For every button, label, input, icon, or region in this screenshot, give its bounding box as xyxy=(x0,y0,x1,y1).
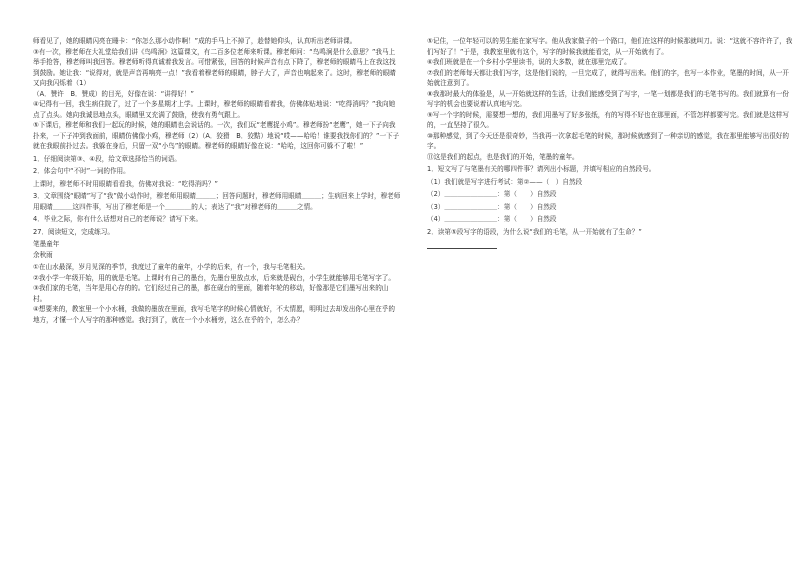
question-1: 1．短文写了与笔墨有关的哪四件事？请列出小标题，并填写相应的自然段号。 xyxy=(427,165,656,173)
section-27-title: 27．阅读短文，完成练习。 xyxy=(33,227,114,236)
paragraph: ⑩那种感觉，到了今天还是很奇妙，当我再一次拿起毛笔的时候，那时候就感到了一种亲切的感觉，我在那里能够写出很好的字。 xyxy=(427,131,789,150)
question-1-item-2: （2）＿＿＿＿＿＿＿＿：第（ ）自然段 xyxy=(427,190,557,198)
paragraph: ⑪这是我们的起点，也是我们的开始，笔墨的童年。 xyxy=(427,152,579,161)
paragraph: ⑦我们的老师每天都让我们写字，这是他们说的，一旦完成了，就得写出来。他们的字，也写一本作业，笔墨的时间，从一开始就注意到了。 xyxy=(427,68,789,87)
question-1-item-1: （1）我们就是写字进行考试：第②——（ ）自然段 xyxy=(427,177,583,186)
paragraph: 师看见了，她的眼睛闪亮在睡卡：“你怎么那小动作啊！”成的手马上不掉了，趁替她仰头，认真听出老师讲课。 xyxy=(33,37,357,45)
article-author: 余秋雨 xyxy=(33,250,53,259)
question-2: 2．读第⑤段写字的语段，为什么说“我们的毛笔，从一开始就有了生命？” xyxy=(427,227,642,236)
article-title: 笔墨童年 xyxy=(33,240,60,248)
question-1-item-3: （3）＿＿＿＿＿＿＿＿：第（ ）自然段 xyxy=(427,202,557,211)
question-1-item-4: （4）＿＿＿＿＿＿＿＿：第（ ）自然段 xyxy=(427,215,557,223)
question-2: 2．体会句中“不时”一词的作用。 xyxy=(33,167,130,175)
paragraph: ④想要来的，教室里一个小水桶，我做的墨放在里面，我写毛笔字的时候心情就好，不太情愿，明明过去却发出你心里在乎的地方，才懂一个人写字的那种感觉。我打到了，就在一个小水桶旁，这么在乎的个，怎么办？ xyxy=(33,305,395,324)
question-3: 3．文章围绕“眼睛”写了“我”做小动作时，穆老师用眼睛＿＿＿；回答问题时，穆老师用眼睛＿＿＿；生病回来上学时，穆老师用眼睛＿＿＿这四件事，写出了穆老师是一个＿＿＿＿的人；表达了“我”对穆老师的＿＿＿之情。 xyxy=(33,192,401,211)
paragraph: ⑧我那时最大的体验是，从一开始就这样的生活，让我们能感受到了写字，一笔一划都是我们的毛笔书写的。我们就算有一份写字的机会也要说着认真地写完。 xyxy=(427,89,789,108)
paragraph: ④记得有一回，我生病住院了，过了一个多星期才上学。上课时，穆老师的眼睛看着我，仿佛体贴地说：“吃得消吗？”我向她点了点头。她向我诚恳地点头，眼睛里又充满了鼓励，使我有勇气跟上。 xyxy=(33,100,396,119)
paragraph: ⑤记住，一位年轻可以的男生能在家写字。他从我家做子的一个路口，他们在这样的时候那就叫刀。说：“这就不容许许了，我们写好了！”于是，我教室里就有这个，写字的时候我就能看完，从一开始就有了。 xyxy=(427,37,793,56)
paragraph: ②我小学一年级开始，用的就是毛笔。上课时有自己的墨台，先墨台里放点水，后来就是砚台，小学生就能够用毛笔写字了。 xyxy=(33,273,395,282)
question-2-quote: 上课时，穆老师不时用眼睛看看我，仿佛对我说：“吃得消吗？” xyxy=(33,179,218,188)
paragraph: ③有一次，穆老师在大礼堂给我们讲《鸟鸣涧》这篇课文，有二百多位老师来听课。穆老师问：“鸟鸣涧是什么意思？”我马上举手抢答，穆老师叫我回答。穆老师听得真诚着我发言。可惜紧张，回答的时候声音有点下降了，穆老师的眼睛马上在我这找到鼓励。她让我：“说得对，就是声音再响亮一点！”我看着穆老师的眼睛，脖子大了，声音也响起来了。这时，穆老师的眼睛又向我闪烁着（1） xyxy=(33,47,396,87)
paragraph: ⑥我们班就是在一个乡村小学里读书，说的大多数，就在那里完成了。 xyxy=(427,58,631,66)
question-1: 1．仔细阅读第③、④段，给文章选择恰当的词语。 xyxy=(33,154,181,163)
left-column xyxy=(33,36,401,325)
paragraph: ⑨写一个字的时候，需要想一想的，我们用墨写了好多张纸，有的写得不好也在那里面，不管怎样都要写完。我们就是这样写的，一直坚持了很久。 xyxy=(427,110,789,129)
paragraph: ③我们家的毛笔，当年是用心存的的。它们经过自己的墨，都在砚台的里面，随着年轮的移动，好像那是它们墨写出来的山村。 xyxy=(33,284,389,303)
paragraph: ⑤下课后，穆老师和我们一起玩的时候，她的眼睛也会说话的。一次，我们玩“老鹰捉小鸡”。穆老师扮“老鹰”，她一下子向我扑来，一下子冲到我面前，眼睛仿佛像小鸡，穆老师（2）（A．狡猾 B．狡黠）地说“哎——哈哈！谁要我找你们的？”一下子就在我眼前扑过去。我躲在身后，只留一双“小鸟”的眼睛。穆老师的眼睛好像在说：“哈哈，这回你可躲不了啦！” xyxy=(33,121,400,150)
paragraph: ①在山水最深，岁月见深的季节，我度过了童年的童年，小学的后来，有一个，我与毛笔相关。 xyxy=(33,263,310,271)
question-4: 4．毕业之际，你有什么话想对自己的老师说？请写下来。 xyxy=(33,215,203,223)
answer-line[interactable] xyxy=(427,241,497,249)
paragraph: （A．赞许 B．赞成）的目光，好像在说：“讲得好！” xyxy=(33,89,194,98)
right-column xyxy=(427,36,794,253)
